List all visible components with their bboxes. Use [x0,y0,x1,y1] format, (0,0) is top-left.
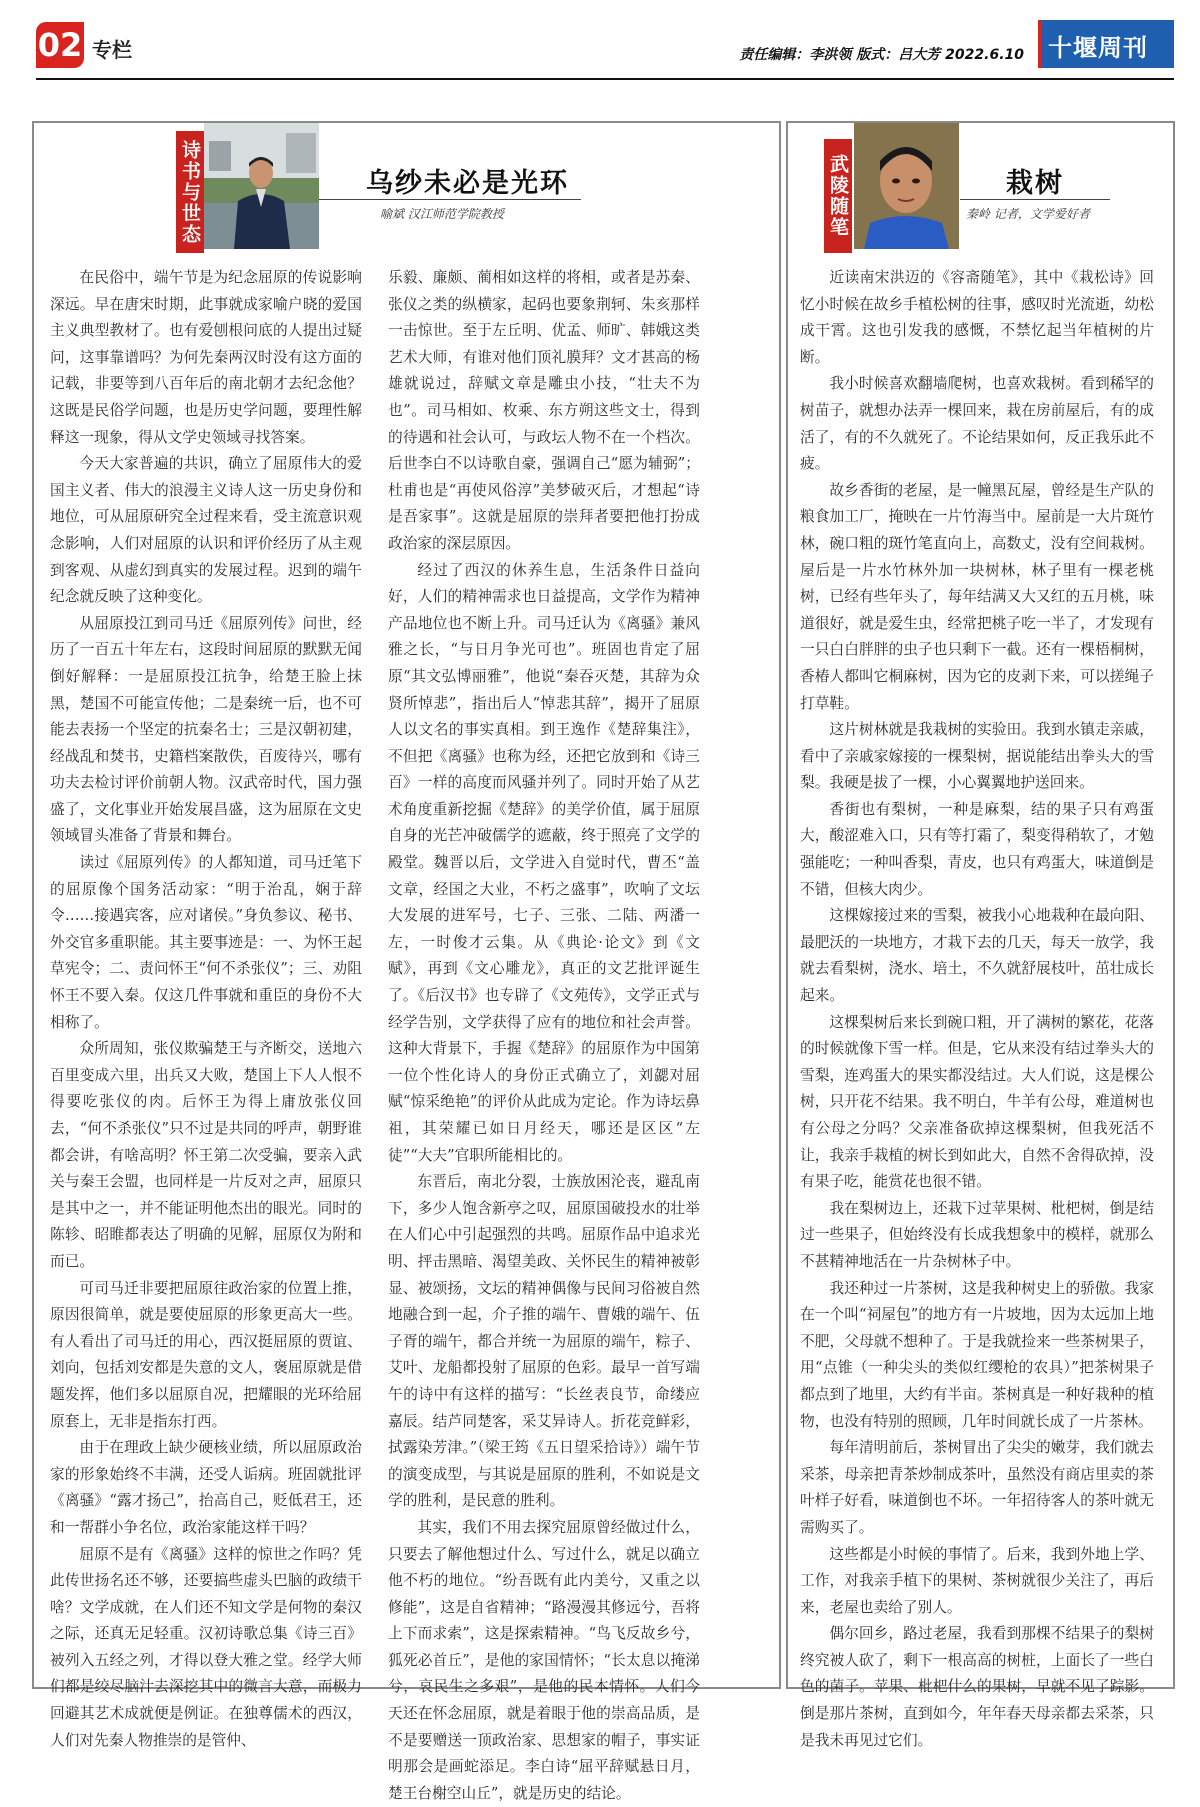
masthead [1038,20,1174,68]
paragraph: 香街也有梨树，一种是麻梨，结的果子只有鸡蛋大，酸涩难入口，只有等打霜了，梨变得稍软了，才勉强能吃；一种叫香梨，青皮，也只有鸡蛋大，味道倒是不错，但核大肉少。 [800,800,1154,898]
paragraph: 东晋后，南北分裂，士族放困沦丧，避乱南下，多少人饱含新亭之叹，屈原国破投水的壮举在人们心中引起强烈的共鸣。屈原作品中追求光明、抨击黑暗、渴望美政、关怀民生的精神被彰显、被颂扬，文坛的精神偶像与民间习俗被自然地融合到一起，介子推的端午、曹娥的端午、伍子胥的端午，都合并统一为屈原的端午，粽子、艾叶、龙船都投射了屈原的色彩。最早一首写端午的诗中有这样的描写：“长丝表良节，命缕应嘉辰。结芦同楚客，采艾异诗人。折花竞鲜彩，拭露染芳津。”（梁王筠《五日望采拾诗》）端午节的演变成型，与其说是屈原的胜利，不如说是文学的胜利，是民意的胜利。 [388,1173,700,1510]
paragraph: 由于在理政上缺少硬核业绩，所以屈原政治家的形象始终不丰满，还受人诟病。班固就批评《离骚》“露才扬己”，抬高自己，贬低君王，还和一帮群小争名位，政治家能这样干吗？ [50,1439,362,1536]
right-column [800,265,1154,1754]
author-photo [854,123,959,249]
author-photo-image [854,123,959,249]
paragraph: 这些都是小时候的事情了。后来，我到外地上学、工作，对我亲手植下的果树、茶树就很少关注了，再后来，老屋也卖给了别人。 [800,1545,1154,1616]
section-label: 专栏 [92,38,132,62]
byline: 喻斌 汉江师范学院教授 [380,207,504,221]
paragraph: 这片树林就是我栽树的实验田。我到水镇走亲戚，看中了亲戚家嫁接的一棵梨树，据说能结出拳头大的雪梨。我硬是拔了一棵，小心翼翼地护送回来。 [800,721,1154,792]
header-rule [36,78,1174,80]
byline: 秦岭 记者，文学爱好者 [966,207,1090,221]
article-title: 乌纱未必是光环 [366,168,569,199]
title-rule [319,199,581,200]
page-number: 02 [36,22,84,68]
author-photo-image [204,123,319,249]
paragraph: 今天大家普遍的共识，确立了屈原伟大的爱国主义者、伟大的浪漫主义诗人这一历史身份和地位，可从屈原研究全过程来看，受主流意识观念影响，人们对屈原的认识和评价经历了从主观到客观、从虚幻到真实的发展过程。迟到的端午纪念就反映了这种变化。 [50,455,362,606]
paragraph: 其实，我们不用去探究屈原曾经做过什么，只要去了解他想过什么、写过什么，就足以确立他不朽的地位。“纷吾既有此内美兮，又重之以修能”，这是自省精神；“路漫漫其修远兮，吾将上下而求索”，这是探索精神。“鸟飞反故乡兮，狐死必首丘”，是他的家国情怀；“长太息以掩涕兮，哀民生之多艰”，是他的民本情怀。人们今天还在怀念屈原，就是着眼于他的崇高品质，是不是要赠送一顶政治家、思想家的帽子，事实证明那会是画蛇添足。李白诗“屈平辞赋悬日月，楚王台榭空山丘”，就是历史的结论。 [388,1518,700,1802]
right-article [786,121,1175,1749]
paragraph: 这棵梨树后来长到碗口粗，开了满树的繁花，花落的时候就像下雪一样。但是，它从来没有结过拳头大的雪梨，连鸡蛋大的果实都没结过。大人们说，这是棵公树，只开花不结果。我不明白，牛羊有公母，难道树也有公母之分吗？父亲准备砍掉这棵梨树，但我死活不让，我亲手栽植的树长到如此大，自然不舍得砍掉，没有果子吃，能赏花也很不错。 [800,1013,1154,1191]
page-header [36,20,1174,76]
paragraph: 乐毅、廉颇、蔺相如这样的将相，或者是苏秦、张仪之类的纵横家，起码也要象荆轲、朱亥那样一击惊世。至于左丘明、优孟、师旷、韩娥这类艺术大师，有谁对他们顶礼膜拜？文才甚高的杨雄就说过，辞赋文章是雕虫小技，“壮夫不为也”。司马相如、枚乘、东方朔这些文士，得到的待遇和社会认可，与政坛人物不在一个档次。后世李白不以诗歌自豪，强调自己“愿为辅弼”；杜甫也是“再使风俗淳”美梦破灭后，才想起“诗是吾家事”。这就是屈原的崇拜者要把他打扮成政治家的深层原因。 [388,269,700,552]
paragraph: 众所周知，张仪欺骗楚王与齐断交，送地六百里变成六里，出兵又大败，楚国上下人人恨不得要吃张仪的肉。后怀王为得上庸放张仪回去，“何不杀张仪”只不过是共同的呼声，朝野谁都会讲，有啥高明？怀王第二次受骗，要亲入武关与秦王会盟，也同样是一片反对之声，屈原只是其中之一，并不能证明他杰出的眼光。同时的陈轸、昭睢都表达了明确的见解，屈原仅为附和而已。 [50,1040,362,1270]
paragraph: 可司马迁非要把屈原往政治家的位置上推，原因很简单，就是要使屈原的形象更高大一些。有人看出了司马迁的用心，西汉挺屈原的贾谊、刘向，包括刘安都是失意的文人，褒屈原就是借题发挥，他们多以屈原自况，把耀眼的光环给屈原套上，无非是指东打西。 [50,1279,362,1430]
paragraph: 从屈原投江到司马迁《屈原列传》问世，经历了一百五十年左右，这段时间屈原的默默无闻倒好解释：一是屈原投江抗争，给楚王脸上抹黑，楚国不可能宣传他；二是秦统一后，也不可能去表扬一个坚定的抗秦名士；三是汉朝初建，经战乱和焚书，史籍档案散佚，百废待兴，哪有功夫去检讨评价前朝人物。汉武帝时代，国力强盛了，文化事业开始发展昌盛，这为屈原在文史领域冒头准备了背景和舞台。 [50,614,362,845]
left-article [32,121,781,1802]
column-badge: 武陵随笔 [824,139,852,253]
paragraph: 偶尔回乡，路过老屋，我看到那棵不结果子的梨树终究被人砍了，剩下一根高高的树桩，上面长了一些白色的菌子。苹果、枇杷什么的果树，早就不见了踪影。倒是那片茶树，直到如今，年年春天母亲都去采茶，只是我未再见过它们。 [800,1625,1154,1749]
masthead-accent [1038,20,1042,68]
editor-meta: 责任编辑：李洪领 版式：吕大芳 2022.6.10 [739,47,1024,63]
left-column-2 [388,265,700,1807]
paragraph: 屈原不是有《离骚》这样的惊世之作吗？凭此传世扬名还不够，还要搞些虚头巴脑的政绩干啥？文学成就，在人们还不知文学是何物的秦汉之际，还真无足轻重。汉初诗歌总集《诗三百》被列入五经之列，才得以登大雅之堂。经学大师们都是绞尽脑汁去深挖其中的微言大意，而极力回避其艺术成就便是例证。在独尊儒术的西汉，人们对先秦人物推崇的是管仲、 [50,1545,362,1749]
paragraph: 在民俗中，端午节是为纪念屈原的传说影响深远。早在唐宋时期，此事就成家喻户晓的爱国主义典型教材了。也有爱刨根问底的人提出过疑问，这事靠谱吗？为何先秦两汉时没有这方面的记载，非要等到八百年后的南北朝才去纪念他？这既是民俗学问题，也是历史学问题，要理性解释这一现象，得从文学史领域寻找答案。 [50,269,362,446]
paragraph: 近读南宋洪迈的《容斋随笔》，其中《栽松诗》回忆小时候在故乡手植松树的往事，感叹时光流逝，幼松成干霄。这也引发我的感慨，不禁忆起当年植树的片断。 [800,269,1154,366]
title-rule [960,199,1110,200]
left-column-1 [50,265,362,1754]
paragraph: 经过了西汉的休养生息，生活条件日益向好，人们的精神需求也日益提高，文学作为精神产品地位也不断上升。司马迁认为《离骚》兼风雅之长，“与日月争光可也”。班固也肯定了屈原“其文弘博丽雅”，他说“秦吞灭楚，其辞为众贤所悼悲”，指出后人“悼悲其辞”，揭开了屈原人以文名的事实真相。到王逸作《楚辞集注》，不但把《离骚》也称为经，还把它放到和《诗三百》一样的高度而风骚并列了。同时开始了从艺术角度重新挖掘《楚辞》的美学价值，属于屈原自身的光芒冲破儒学的遮蔽，终于照亮了文学的殿堂。魏晋以后，文学进入自觉时代，曹丕“盖文章，经国之大业，不朽之盛事”，吹响了文坛大发展的进军号，七子、三张、二陆、两潘一左，一时俊才云集。从《典论·论文》到《文赋》，再到《文心雕龙》，真正的文艺批评诞生了。《后汉书》也专辟了《文苑传》，文学正式与经学告别，文学获得了应有的地位和社会声誉。这种大背景下，手握《楚辞》的屈原作为中国第一位个性化诗人的身份正式确立了，刘勰对屈赋“惊采绝艳”的评价从此成为定论。作为诗坛鼻祖，其荣耀已如日月经天，哪还是区区“左徒”“大夫”官职所能相比的。 [388,561,700,1164]
paragraph: 我在梨树边上，还栽下过苹果树、枇杷树，倒是结过一些果子，但始终没有长成我想象中的模样，就那么不甚精神地活在一片杂树林子中。 [800,1199,1154,1270]
paragraph: 这棵嫁接过来的雪梨，被我小心地栽种在最向阳、最肥沃的一块地方，才栽下去的几天，每天一放学，我就去看梨树，浇水、培土，不久就舒展枝叶，茁壮成长起来。 [800,907,1154,1005]
author-photo [204,123,319,249]
paragraph: 每年清明前后，茶树冒出了尖尖的嫩芽，我们就去采茶，母亲把青茶炒制成茶叶，虽然没有商店里卖的茶叶样子好看，味道倒也不坏。一年招待客人的茶叶就无需购买了。 [800,1439,1154,1536]
column-badge: 诗书与世态 [176,131,204,253]
paragraph: 故乡香街的老屋，是一幢黑瓦屋，曾经是生产队的粮食加工厂，掩映在一片竹海当中。屋前是一大片斑竹林，碗口粗的斑竹笔直向上，高数丈，没有空间栽树。屋后是一片水竹林外加一块树林，林子里有一棵老桃树，已经有些年头了，每年结满又大又红的五月桃，味道很好，就是爱生虫，经常把桃子吃一半了，才发现有一只白白胖胖的虫子也只剩下一截。还有一棵梧桐树，香椿人都叫它桐麻树，因为它的皮剥下来，可以搓绳子打草鞋。 [800,481,1154,712]
article-title: 栽树 [1006,168,1064,199]
paragraph: 我小时候喜欢翻墙爬树，也喜欢栽树。看到稀罕的树苗子，就想办法弄一棵回来，栽在房前屋后，有的成活了，有的不久就死了。不论结果如何，反正我乐此不疲。 [800,375,1154,473]
masthead-title: 十堰周刊 [1048,33,1148,62]
paragraph: 读过《屈原列传》的人都知道，司马迁笔下的屈原像个国务活动家：“明于治乱，娴于辞令……接遇宾客，应对诸侯。”身负参议、秘书、外交官多重职能。其主要事迹是：一、为怀王起草宪令；二、责问怀王“何不杀张仪”；三、劝阻怀王不要入秦。仅这几件事就和重臣的身份不大相称了。 [50,854,362,1031]
paragraph: 我还种过一片茶树，这是我种树史上的骄傲。我家在一个叫“祠屋包”的地方有一片坡地，因为太远加上地不肥，父母就不想种了。于是我就捡来一些茶树果子，用“点锥（一种尖头的类似红缨枪的农具）”把茶树果子都点到了地里，大约有半亩。茶树真是一种好栽种的植物，也没有特别的照顾，几年时间就长成了一片茶林。 [800,1279,1154,1430]
